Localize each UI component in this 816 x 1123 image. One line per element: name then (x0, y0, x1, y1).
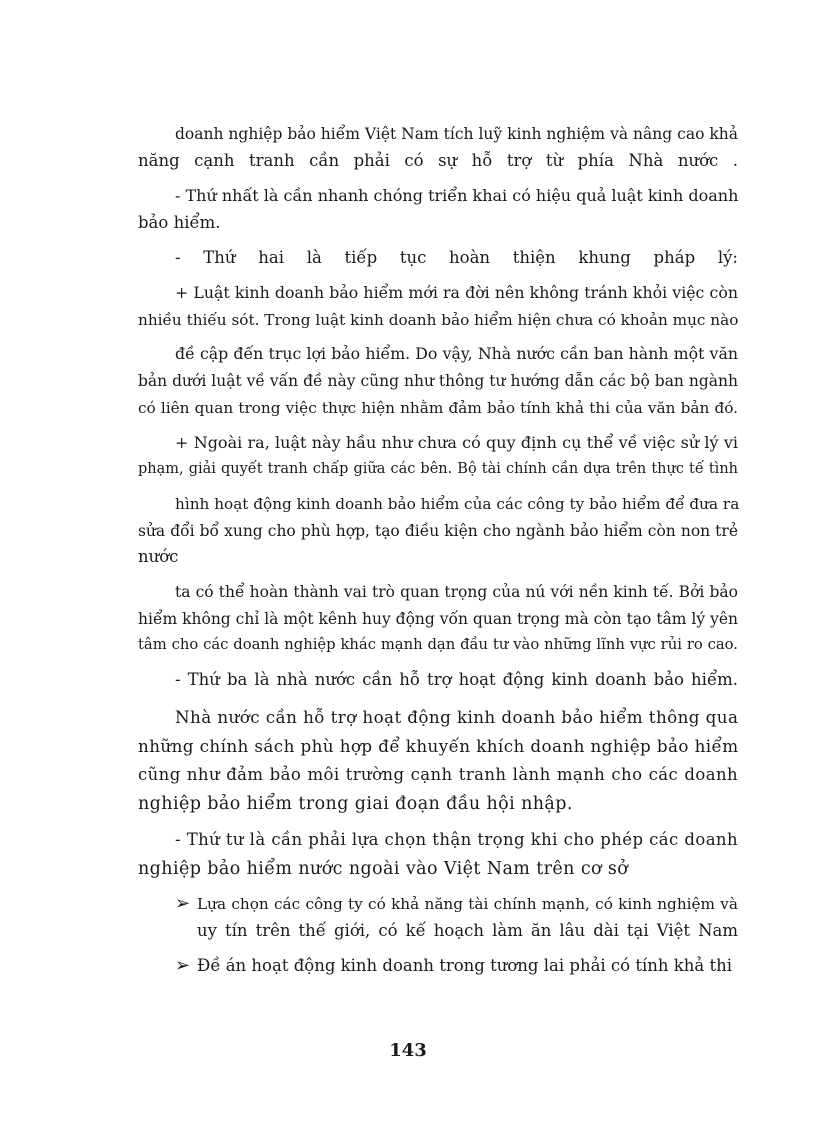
body-line: bản dưới luật về vấn đề này cũng như thông tư hướng dẫn các bộ ban ngành (138, 372, 738, 390)
page-number: 143 (389, 1040, 427, 1061)
body-line: + Ngoài ra, luật này hầu như chưa có quy định cụ thể về việc sử lý vi (175, 433, 738, 452)
body-line: nghiệp bảo hiểm nước ngoài vào Việt Nam trên cơ sở (138, 859, 629, 879)
body-line: hình hoạt động kinh doanh bảo hiểm của các công ty bảo hiểm để đưa ra (175, 495, 740, 513)
bullet-continuation: uy tín trên thế giới, có kế hoạch làm ăn lâu dài tại Việt Nam (197, 921, 738, 940)
body-line: cũng như đảm bảo môi trường cạnh tranh lành mạnh cho các doanh (138, 765, 738, 784)
body-line: - Thứ tư là cần phải lựa chọn thận trọng khi cho phép các doanh (175, 830, 738, 849)
body-line: phạm, giải quyết tranh chấp giữa các bên. Bộ tài chính cần dựa trên thực tế tình (138, 461, 738, 477)
body-line: - Thứ hai là tiếp tục hoàn thiện khung pháp lý: (175, 248, 738, 267)
body-line: bảo hiểm. (138, 213, 221, 232)
body-line: Nhà nước cần hỗ trợ hoạt động kinh doanh bảo hiểm thông qua (175, 707, 739, 727)
arrow-bullet-icon: ➢ (175, 893, 191, 914)
bullet-text: Lựa chọn các công ty có khả năng tài chính mạnh, có kinh nghiệm và (197, 895, 738, 913)
body-line: - Thứ nhất là cần nhanh chóng triển khai có hiệu quả luật kinh doanh (175, 186, 739, 205)
body-line: - Thứ ba là nhà nước cần hỗ trợ hoạt động kinh doanh bảo hiểm. (175, 670, 738, 689)
body-line: ta có thể hoàn thành vai trò quan trọng của nú với nền kinh tế. Bởi bảo (175, 583, 738, 601)
body-line: tâm cho các doanh nghiệp khác mạnh dạn đầu tư vào những lĩnh vực rủi ro cao. (138, 636, 738, 653)
body-line: đề cập đến trục lợi bảo hiểm. Do vậy, Nhà nước cần ban hành một văn (175, 344, 738, 363)
body-line: nhiều thiếu sót. Trong luật kinh doanh bảo hiểm hiện chưa có khoản mục nào (138, 311, 739, 329)
bullet-item (175, 893, 738, 915)
body-line: + Luật kinh doanh bảo hiểm mới ra đời nên không tránh khỏi việc còn (175, 283, 738, 302)
body-line: sửa đổi bổ xung cho phù hợp, tạo điều kiện cho ngành bảo hiểm còn non trẻ (138, 522, 738, 540)
body-line: những chính sách phù hợp để khuyến khích doanh nghiệp bảo hiểm (138, 736, 739, 756)
body-line: nghiệp bảo hiểm trong giai đoạn đầu hội nhập. (138, 794, 573, 814)
body-line: doanh nghiệp bảo hiểm Việt Nam tích luỹ kinh nghiệm và nâng cao khả (175, 125, 738, 143)
bullet-text: Đề án hoạt động kinh doanh trong tương lai phải có tính khả thi (197, 956, 732, 975)
arrow-bullet-icon: ➢ (175, 955, 191, 976)
body-line: có liên quan trong việc thực hiện nhằm đảm bảo tính khả thi của văn bản đó. (138, 399, 738, 417)
body-line: hiểm không chỉ là một kênh huy động vốn quan trọng mà còn tạo tâm lý yên (138, 610, 738, 628)
bullet-item (175, 955, 738, 977)
body-line: nước (138, 547, 179, 566)
body-line: năng cạnh tranh cần phải có sự hỗ trợ từ phía Nhà nước . (138, 151, 738, 170)
